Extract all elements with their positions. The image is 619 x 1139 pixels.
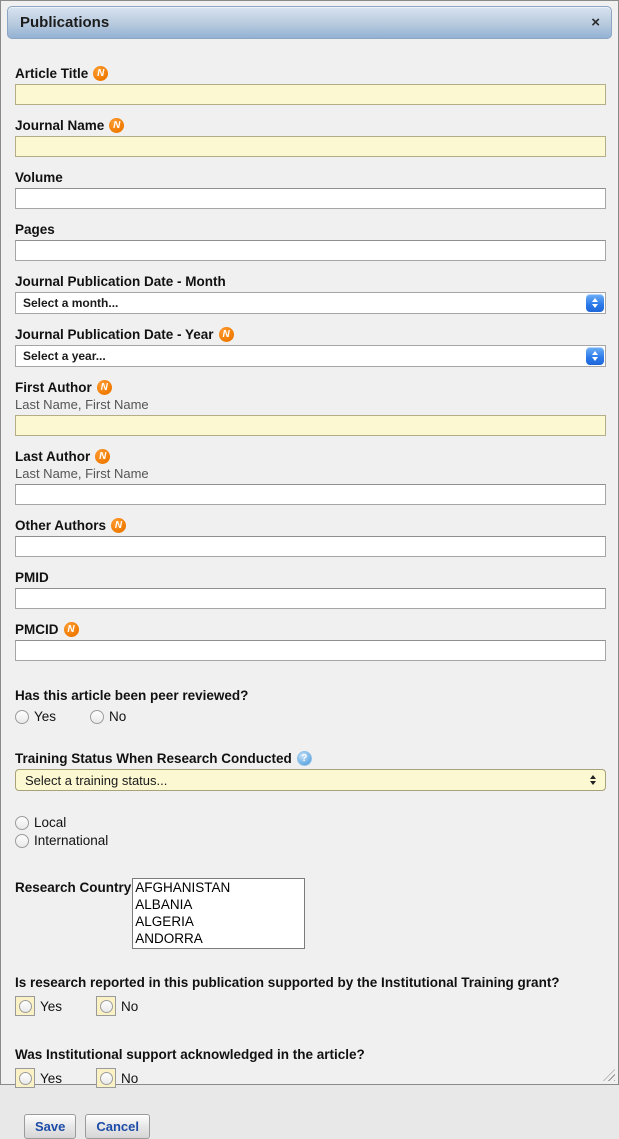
pages-label: Pages	[15, 222, 55, 237]
select-stepper-icon	[586, 294, 604, 312]
scope-international-label: International	[34, 833, 109, 848]
publication-year-selected-value: Select a year...	[23, 349, 106, 363]
radio-icon	[19, 1072, 32, 1085]
scope-local-radio[interactable]	[15, 816, 29, 830]
scope-local-label: Local	[34, 815, 67, 830]
radio-icon	[19, 1000, 32, 1013]
first-author-label: First Author N	[15, 380, 604, 395]
publication-month-label: Journal Publication Date - Month	[15, 274, 226, 289]
publication-year-label: Journal Publication Date - Year N	[15, 327, 604, 342]
training-status-label: Training Status When Research Conducted ?	[15, 751, 604, 766]
peer-reviewed-no-radio[interactable]	[90, 710, 104, 724]
chevron-up-icon	[592, 351, 598, 355]
dialog-titlebar[interactable]	[7, 6, 612, 39]
pmcid-label: PMCID N	[15, 622, 604, 637]
last-author-label: Last Author N	[15, 449, 604, 464]
publication-month-selected-value: Select a month...	[23, 296, 119, 310]
last-author-hint: Last Name, First Name	[15, 466, 149, 481]
support-acknowledged-yes-label: Yes	[40, 1070, 63, 1086]
publication-month-select[interactable]	[15, 292, 606, 314]
required-badge-icon: N	[95, 449, 110, 464]
first-author-input[interactable]	[15, 415, 606, 436]
select-arrows-icon	[590, 775, 596, 785]
research-country-listbox[interactable]	[132, 878, 305, 949]
field-other-authors	[15, 518, 604, 557]
training-status-select[interactable]	[15, 769, 606, 791]
required-badge-icon: N	[64, 622, 79, 637]
pmid-input[interactable]	[15, 588, 606, 609]
training-status-selected-value: Select a training status...	[25, 772, 168, 788]
support-acknowledged-no-label: No	[121, 1070, 139, 1086]
required-badge-icon: N	[93, 66, 108, 81]
supported-by-grant-no-label: No	[121, 998, 139, 1014]
dialog-footer	[24, 1114, 604, 1139]
field-pmcid	[15, 622, 604, 661]
supported-by-grant-question: Is research reported in this publication supported by the Institutional Training grant?	[15, 975, 560, 990]
support-acknowledged-yes-radio[interactable]	[15, 1068, 35, 1088]
journal-name-input[interactable]	[15, 136, 606, 157]
scope-international-option	[15, 833, 604, 848]
field-article-title	[15, 66, 604, 105]
field-journal-name	[15, 118, 604, 157]
journal-name-label: Journal Name N	[15, 118, 604, 133]
first-author-hint: Last Name, First Name	[15, 397, 149, 412]
peer-reviewed-no-label: No	[109, 709, 127, 724]
country-option[interactable]: ANDORRA	[135, 931, 203, 946]
research-country-label: Research Country	[15, 880, 132, 895]
chevron-down-icon	[592, 304, 598, 308]
radio-icon	[100, 1072, 113, 1085]
supported-by-grant-yes-radio[interactable]	[15, 996, 35, 1016]
dialog-title: Publications	[20, 14, 110, 31]
field-research-country	[15, 878, 604, 949]
supported-by-grant-options	[15, 996, 604, 1016]
pmid-label: PMID	[15, 570, 49, 585]
peer-reviewed-yes-label: Yes	[34, 709, 57, 724]
field-first-author	[15, 380, 604, 436]
required-badge-icon: N	[97, 380, 112, 395]
required-badge-icon: N	[111, 518, 126, 533]
supported-by-grant-yes-label: Yes	[40, 998, 63, 1014]
supported-by-grant-no-radio[interactable]	[96, 996, 116, 1016]
volume-input[interactable]	[15, 188, 606, 209]
radio-icon	[100, 1000, 113, 1013]
last-author-input[interactable]	[15, 484, 606, 505]
country-option[interactable]: AFGHANISTAN	[135, 880, 231, 895]
support-acknowledged-no-radio[interactable]	[96, 1068, 116, 1088]
pmcid-input[interactable]	[15, 640, 606, 661]
peer-reviewed-yes-radio[interactable]	[15, 710, 29, 724]
other-authors-input[interactable]	[15, 536, 606, 557]
volume-label: Volume	[15, 170, 63, 185]
peer-reviewed-options	[15, 709, 604, 724]
field-pmid	[15, 570, 604, 609]
field-last-author	[15, 449, 604, 505]
scope-options	[15, 815, 604, 848]
field-training-status	[15, 751, 604, 791]
field-publication-month	[15, 274, 604, 314]
scope-international-radio[interactable]	[15, 834, 29, 848]
required-badge-icon: N	[109, 118, 124, 133]
field-volume	[15, 170, 604, 209]
field-publication-year	[15, 327, 604, 367]
chevron-up-icon	[592, 298, 598, 302]
article-title-label: Article Title N	[15, 66, 604, 81]
chevron-down-icon	[590, 781, 596, 785]
country-option[interactable]: ALGERIA	[135, 914, 194, 929]
select-stepper-icon	[586, 347, 604, 365]
country-option[interactable]: ALBANIA	[135, 897, 193, 912]
peer-reviewed-question: Has this article been peer reviewed?	[15, 688, 249, 703]
support-acknowledged-question: Was Institutional support acknowledged in the article?	[15, 1047, 365, 1062]
support-acknowledged-options	[15, 1068, 604, 1088]
pages-input[interactable]	[15, 240, 606, 261]
field-pages	[15, 222, 604, 261]
save-button[interactable]: Save	[24, 1114, 76, 1139]
dialog-content	[1, 39, 618, 1139]
cancel-button[interactable]: Cancel	[85, 1114, 150, 1139]
other-authors-label: Other Authors N	[15, 518, 604, 533]
article-title-input[interactable]	[15, 84, 606, 105]
help-icon[interactable]: ?	[297, 751, 312, 766]
chevron-down-icon	[592, 357, 598, 361]
close-icon[interactable]: ×	[591, 14, 600, 31]
required-badge-icon: N	[219, 327, 234, 342]
publication-year-select[interactable]	[15, 345, 606, 367]
chevron-up-icon	[590, 775, 596, 779]
scope-local-option	[15, 815, 604, 830]
